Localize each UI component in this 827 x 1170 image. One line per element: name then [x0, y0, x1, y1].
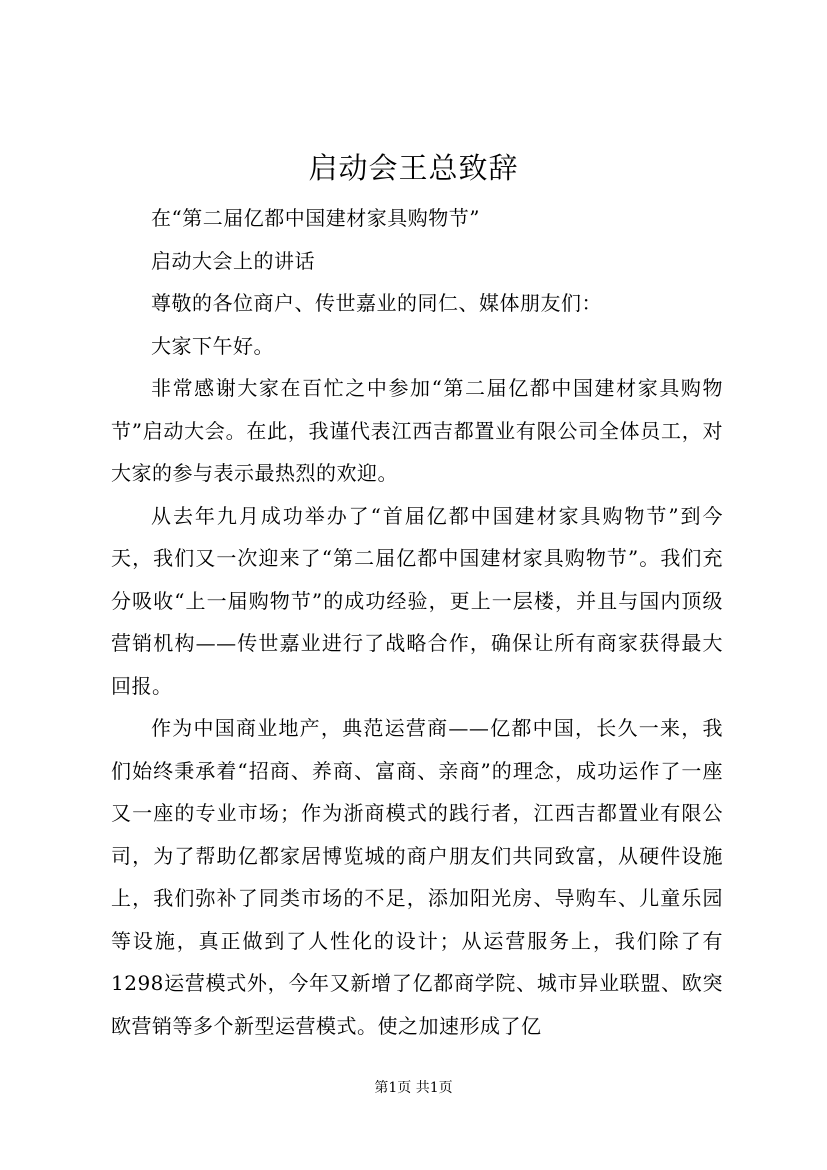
paragraph: 在“第二届亿都中国建材家具购物节” [151, 206, 480, 230]
paragraph: 作为中国商业地产，典范运营商——亿都中国，长久一来，我们始终秉承着“招商、养商、富商、亲商”的理念，成功运作了一座又一座的专业市场；作为浙商模式的践行者，江西吉都置业有限公司，为了帮助亿都家居博览城的商户朋友们共同致富，从硬件设施上，我们弥补了同类市场的不足，添加阳光房、导购车、儿童乐园等设施，真正做到了人性化的设计；从运营服务上，我们除了有1298运营模式外，今年又新增了亿都商学院、城市异业联盟、欧突欧营销等多个新型运营模式。使之加速形成了亿 [111, 716, 723, 1038]
paragraph: 尊敬的各位商户、传世嘉业的同仁、媒体朋友们： [151, 291, 602, 315]
document-title: 启动会王总致辞 [308, 151, 519, 185]
paragraph: 非常感谢大家在百忙之中参加“第二届亿都中国建材家具购物节”启动大会。在此，我谨代表江西吉都置业有限公司全体员工，对大家的参与表示最热烈的欢迎。 [111, 376, 723, 485]
paragraph: 启动大会上的讲话 [151, 248, 315, 273]
paragraph: 大家下午好。 [151, 333, 274, 358]
paragraph: 从去年九月成功举办了“首届亿都中国建材家具购物节”到今天，我们又一次迎来了“第二届亿都中国建材家具购物节”。我们充分吸收“上一届购物节”的成功经验，更上一层楼，并且与国内顶级营销机构——传世嘉业进行了战略合作，确保让所有商家获得最大回报。 [111, 503, 723, 698]
page-footer: 第1页 共1页 [374, 1080, 453, 1096]
document-body [111, 197, 723, 1047]
